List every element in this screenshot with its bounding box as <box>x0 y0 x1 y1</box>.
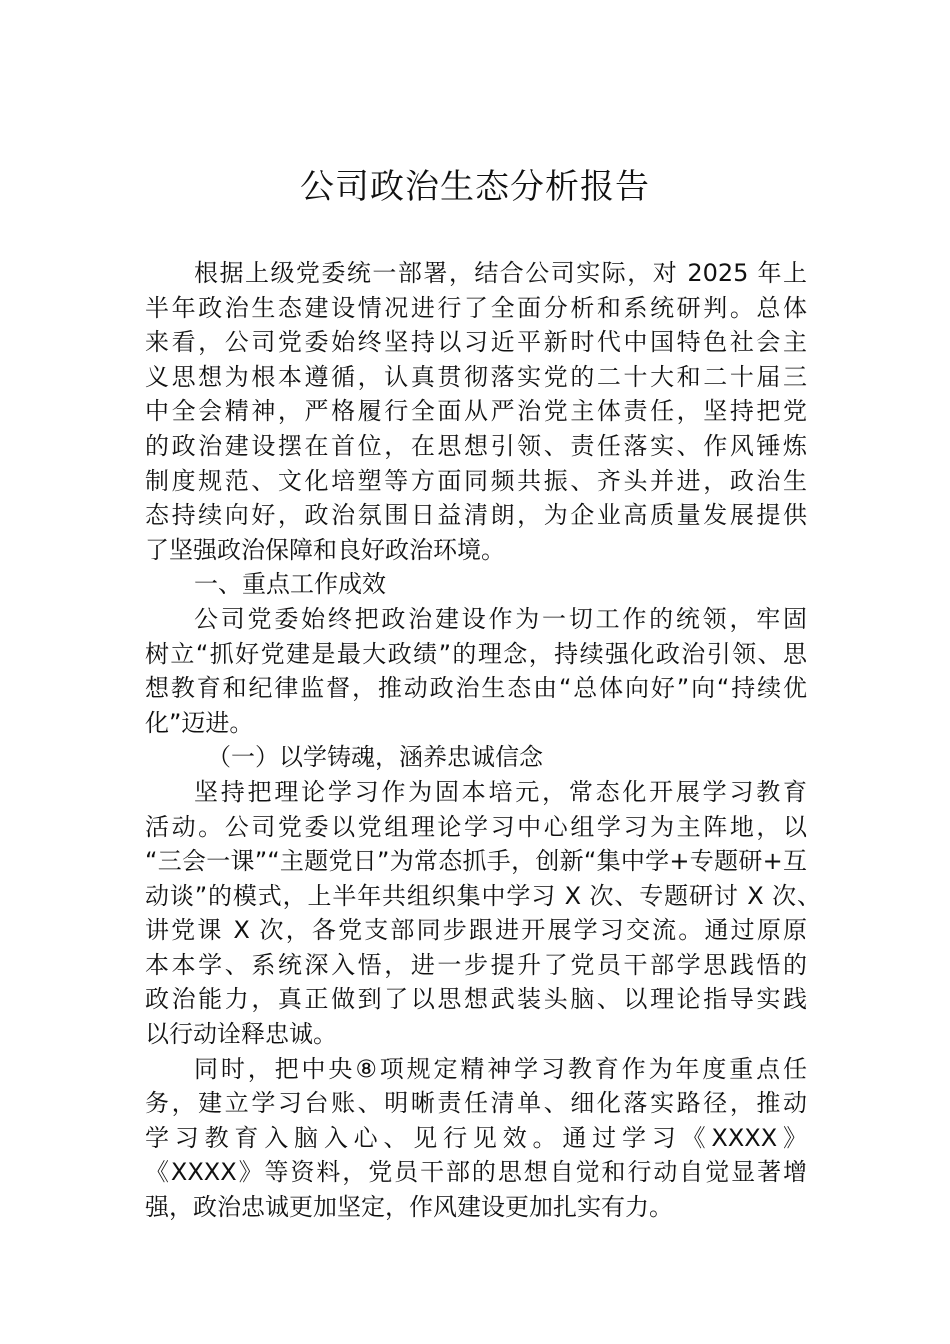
paragraph <box>145 775 821 1052</box>
text-line: 坚持把理论学习作为固本培元，常态化开展学习教育 <box>194 777 807 806</box>
text-line: 的政治建设摆在首位，在思想引领、责任落实、作风锤炼 <box>145 431 807 460</box>
section-heading <box>145 567 807 602</box>
text-line: “三会一课”“主题党日”为常态抓手，创新“集中学+专题研+互 <box>145 847 807 876</box>
text-line: 务，建立学习台账、明晰责任清单、细化落实路径，推动 <box>145 1089 807 1118</box>
text-line: 讲党课 X 次，各党支部同步跟进开展学习交流。通过原原 <box>145 916 807 945</box>
text-line: 本本学、系统深入悟，进一步提升了党员干部学思践悟的 <box>145 950 807 979</box>
paragraph <box>145 256 807 567</box>
text-line: 义思想为根本遵循，认真贯彻落实党的二十大和二十届三 <box>145 362 807 391</box>
text-line: 政治能力，真正做到了以思想武装头脑、以理论指导实践 <box>145 985 807 1014</box>
text-line: 强，政治忠诚更加坚定，作风建设更加扎实有力。 <box>145 1193 673 1222</box>
text-line: 态持续向好，政治氛围日益清朗，为企业高质量发展提供 <box>145 501 807 530</box>
text-line: 一、重点工作成效 <box>194 570 386 599</box>
subsection-heading <box>145 740 807 775</box>
text-line: 以行动诠释忠诚。 <box>145 1020 337 1049</box>
document-title: 公司政治生态分析报告 <box>300 167 650 207</box>
text-line: 根据上级党委统一部署，结合公司实际，对 2025 年上 <box>194 259 807 287</box>
text-line: 半年政治生态建设情况进行了全面分析和系统研判。总体 <box>145 293 807 322</box>
paragraph <box>145 1052 807 1225</box>
text-line: 了坚强政治保障和良好政治环境。 <box>145 535 505 564</box>
paragraph <box>145 602 807 740</box>
text-line: 中全会精神，严格履行全面从严治党主体责任，坚持把党 <box>145 397 807 426</box>
text-line: 公司党委始终把政治建设作为一切工作的统领，牢固 <box>194 604 807 633</box>
text-line: 动谈”的模式，上半年共组织集中学习 X 次、专题研讨 X 次、 <box>145 881 821 910</box>
text-line: 活动。公司党委以党组理论学习中心组学习为主阵地，以 <box>145 812 807 841</box>
text-line: 树立“抓好党建是最大政绩”的理念，持续强化政治引领、思 <box>145 639 807 668</box>
text-line: 《XXXX》等资料，党员干部的思想自觉和行动自觉显著增 <box>145 1158 807 1187</box>
document-body <box>145 256 821 1225</box>
text-line: （一）以学铸魂，涵养忠诚信念 <box>207 743 543 772</box>
text-line: 学习教育入脑入心、见行见效。通过学习《XXXX》 <box>145 1123 807 1152</box>
text-line: 化”迈进。 <box>145 708 254 737</box>
text-line: 同时，把中央⑧项规定精神学习教育作为年度重点任 <box>194 1054 807 1083</box>
text-line: 制度规范、文化培塑等方面同频共振、齐头并进，政治生 <box>145 466 807 495</box>
text-line: 想教育和纪律监督，推动政治生态由“总体向好”向“持续优 <box>145 674 807 703</box>
text-line: 来看，公司党委始终坚持以习近平新时代中国特色社会主 <box>145 328 807 357</box>
